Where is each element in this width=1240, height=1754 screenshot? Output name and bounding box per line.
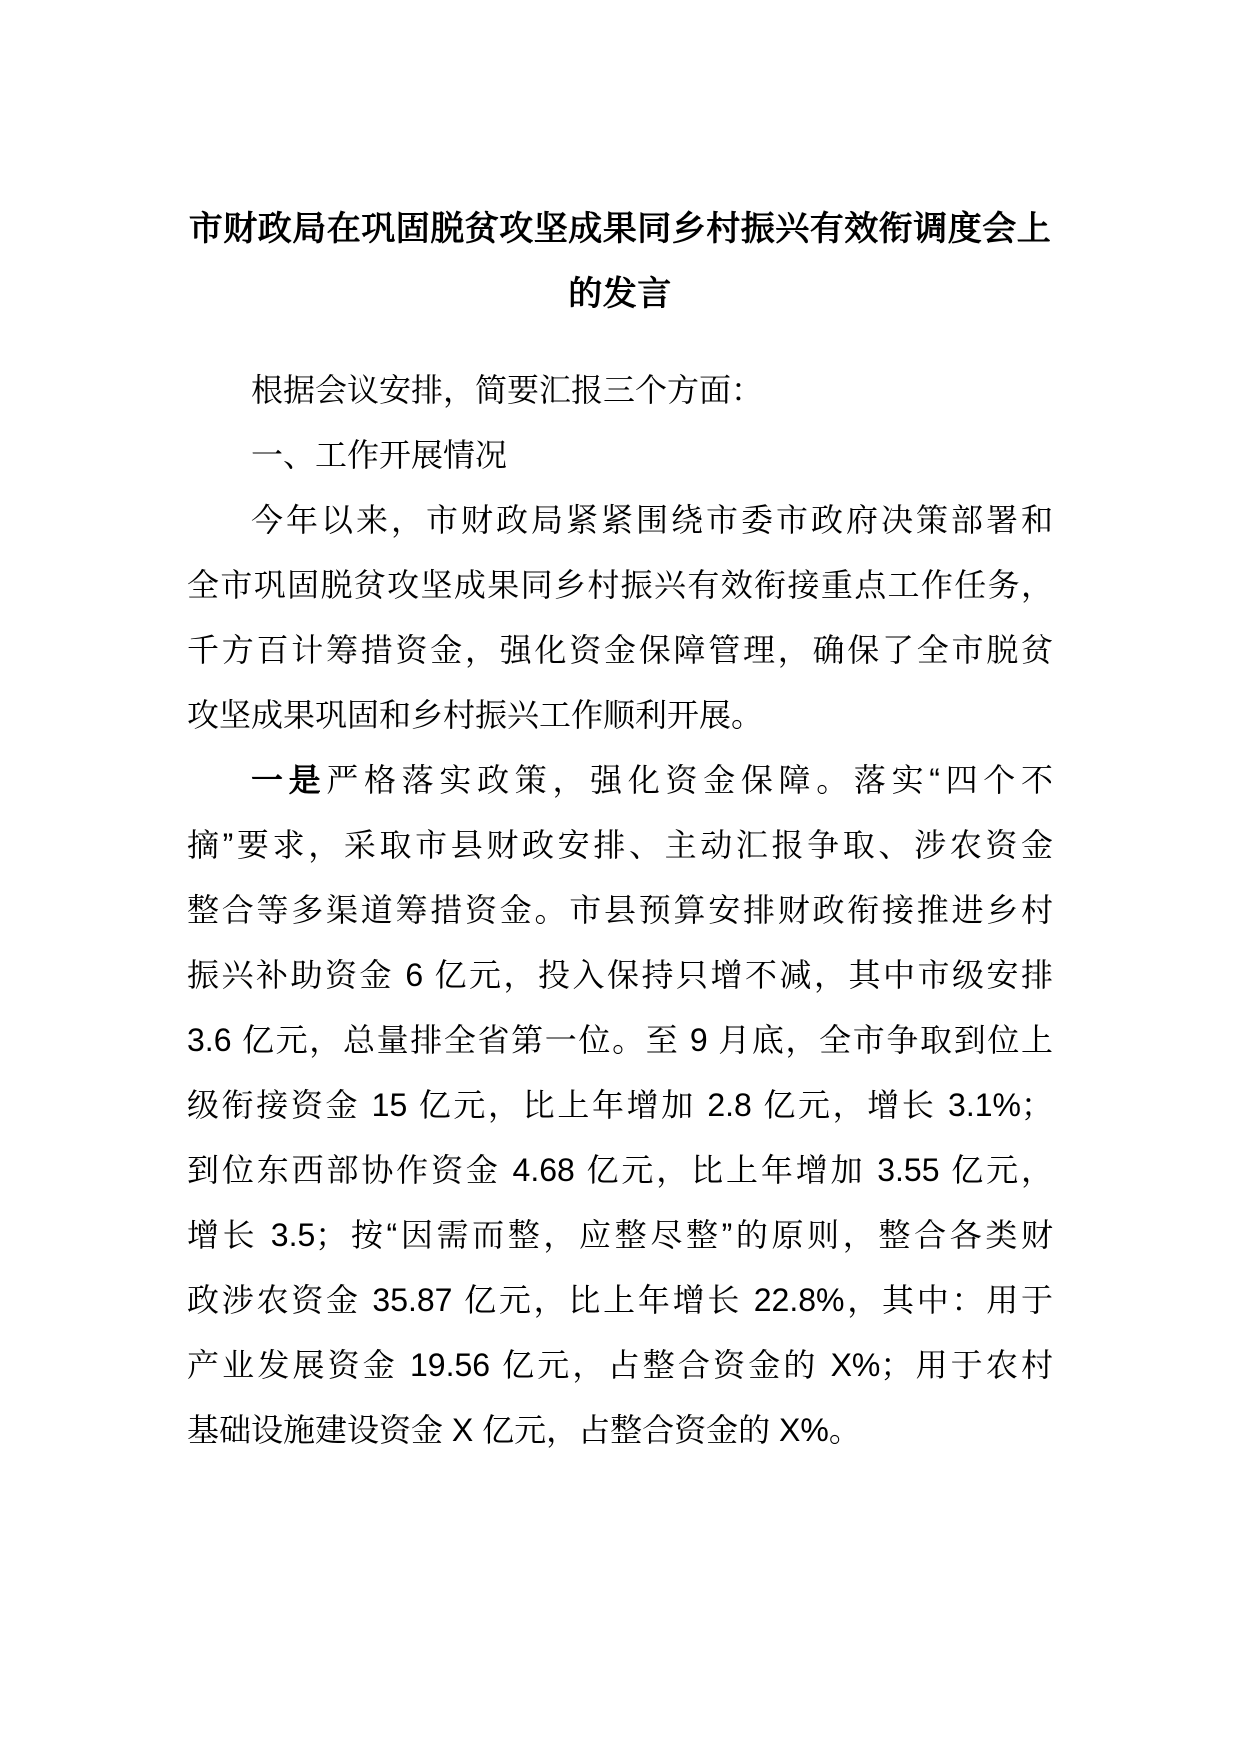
text-line: 一、工作开展情况 <box>251 437 508 473</box>
text-line: 3.6 亿元，总量排全省第一位。至 9 月底，全市争取到位上 <box>187 1022 1053 1058</box>
bold-run: 一是 <box>251 762 327 798</box>
text-line: 今年以来，市财政局紧紧围绕市委市政府决策部署和 <box>251 502 1053 538</box>
text-line: 千方百计筹措资金，强化资金保障管理，确保了全市脱贫 <box>187 632 1053 668</box>
document-body <box>187 358 1053 1463</box>
text-line: 增长 3.5；按“因需而整，应整尽整”的原则，整合各类财 <box>187 1217 1053 1253</box>
text-line: 产业发展资金 19.56 亿元，占整合资金的 X%；用于农村 <box>187 1347 1053 1383</box>
text-line: 攻坚成果巩固和乡村振兴工作顺利开展。 <box>187 697 764 733</box>
title-line-2: 的发言 <box>568 275 672 313</box>
text-line: 全市巩固脱贫攻坚成果同乡村振兴有效衔接重点工作任务， <box>187 567 1053 603</box>
title-line-1: 市财政局在巩固脱贫攻坚成果同乡村振兴有效衔调度会上 <box>188 210 1052 248</box>
text-line: 摘”要求，采取市县财政安排、主动汇报争取、涉农资金 <box>187 827 1053 863</box>
text-line: 级衔接资金 15 亿元，比上年增加 2.8 亿元，增长 3.1%； <box>187 1087 1053 1123</box>
text-line: 一是严格落实政策，强化资金保障。落实“四个不 <box>251 762 1053 798</box>
text-line: 到位东西部协作资金 4.68 亿元，比上年增加 3.55 亿元， <box>187 1152 1053 1188</box>
text-line: 振兴补助资金 6 亿元，投入保持只增不减，其中市级安排 <box>187 957 1053 993</box>
text-line: 基础设施建设资金 X 亿元，占整合资金的 X%。 <box>187 1412 861 1448</box>
text-line: 整合等多渠道筹措资金。市县预算安排财政衔接推进乡村 <box>187 892 1053 928</box>
text-line: 政涉农资金 35.87 亿元，比上年增长 22.8%，其中：用于 <box>187 1282 1053 1318</box>
text-line: 根据会议安排，简要汇报三个方面： <box>251 372 764 408</box>
document-title <box>187 197 1053 327</box>
